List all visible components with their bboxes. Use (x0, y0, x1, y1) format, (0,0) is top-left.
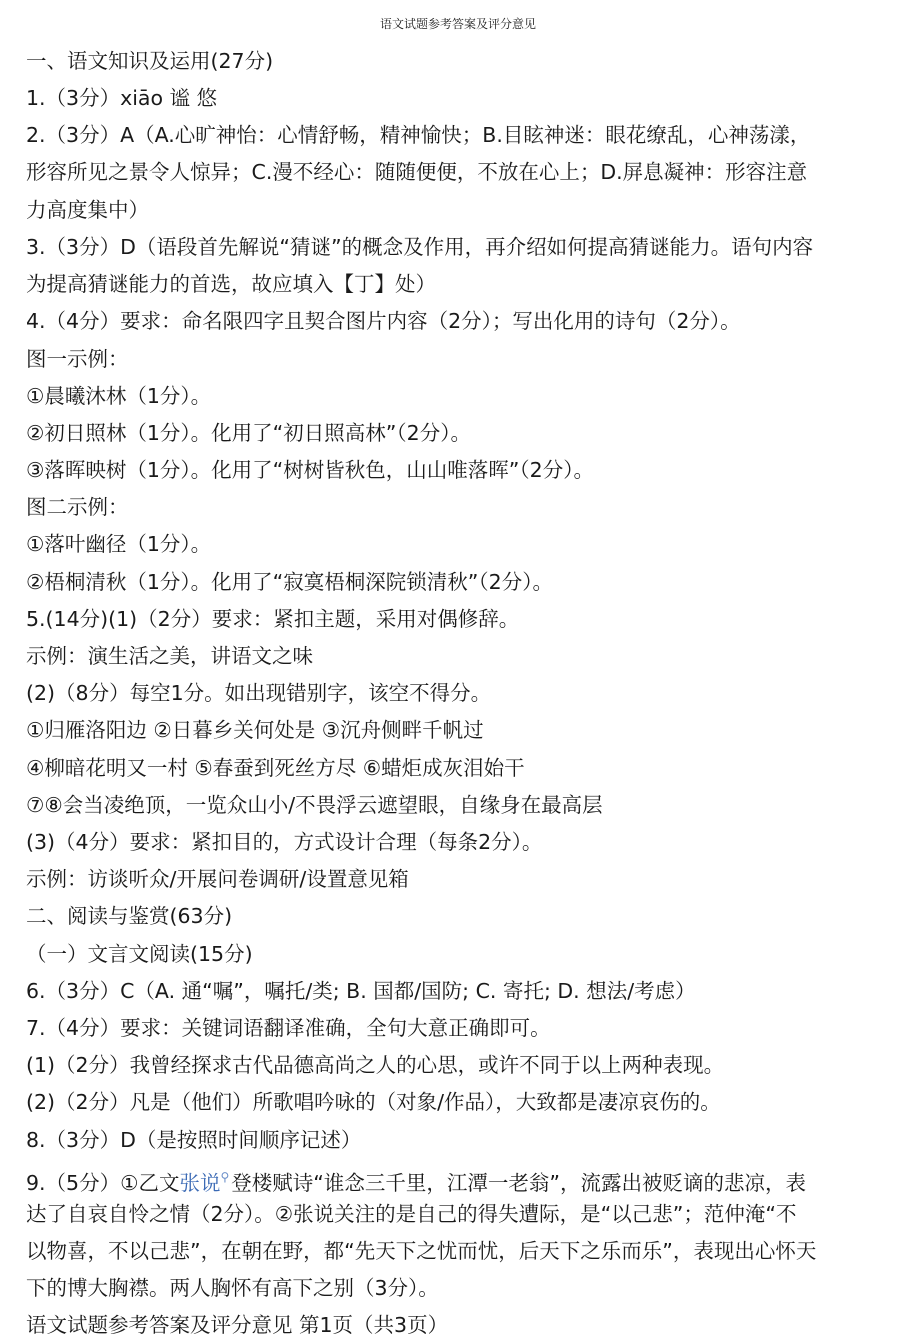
answer-line: 形容所见之景令人惊异；C.漫不经心：随随便便，不放在心上；D.屏息凝神：形容注意 (26, 160, 808, 184)
search-icon[interactable]: ⚲ (220, 1170, 230, 1184)
answer-line: 为提高猜谜能力的首选，故应填入【丁】处） (26, 272, 436, 296)
answer-line-q9 (26, 1163, 806, 1197)
answer-line: 以物喜，不以己悲”，在朝在野，都“先天下之忧而忧，后天下之乐而乐”，表现出心怀天 (26, 1239, 817, 1263)
answer-line: ①晨曦沐林（1分）。 (26, 384, 212, 408)
q9-prefix: 9.（5分）①乙文 (26, 1171, 180, 1195)
answer-line: ①归雁洛阳边 ②日暮乡关何处是 ③沉舟侧畔千帆过 (26, 718, 484, 742)
answer-line: ⑦⑧会当凌绝顶，一览众山小/不畏浮云遮望眼，自缘身在最高层 (26, 793, 603, 817)
subsection-heading: （一）文言文阅读(15分) (26, 942, 253, 966)
answer-line: 6.（3分）C（A. 通“嘱”，嘱托/类; B. 国都/国防; C. 寄托; D. 想法/考虑） (26, 979, 696, 1003)
answer-line: ②梧桐清秋（1分）。化用了“寂寞梧桐深院锁清秋”（2分）。 (26, 570, 553, 594)
section-heading: 一、语文知识及运用(27分) (26, 49, 274, 73)
answer-line: ③落晖映树（1分）。化用了“树树皆秋色，山山唯落晖”（2分）。 (26, 458, 594, 482)
answer-line: ①落叶幽径（1分）。 (26, 532, 212, 556)
q9-suffix: 登楼赋诗“谁念三千里，江潭一老翁”，流露出被贬谪的悲凉，表 (231, 1171, 807, 1195)
document-title: 语文试题参考答案及评分意见 (379, 17, 536, 31)
answer-line: 8.（3分）D（是按照时间顺序记述） (26, 1128, 362, 1152)
answer-line: 示例：访谈听众/开展问卷调研/设置意见箱 (26, 867, 409, 891)
page-footer: 语文试题参考答案及评分意见 第1页（共3页） (26, 1313, 449, 1337)
answer-line: 图一示例： (26, 347, 129, 371)
answer-line: (3)（4分）要求：紧扣目的，方式设计合理（每条2分）。 (26, 830, 543, 854)
answer-line: 图二示例： (26, 495, 129, 519)
answer-line: 2.（3分）A（A.心旷神怡：心情舒畅，精神愉快；B.目眩神迷：眼花缭乱，心神荡漾， (26, 123, 811, 147)
answer-line: 4.（4分）要求：命名限四字且契合图片内容（2分）；写出化用的诗句（2分）。 (26, 309, 741, 333)
answer-line: 3.（3分）D（语段首先解说“猜谜”的概念及作用，再介绍如何提高猜谜能力。语句内容 (26, 235, 814, 259)
answer-line: 7.（4分）要求：关键词语翻译准确，全句大意正确即可。 (26, 1016, 551, 1040)
answer-line: ②初日照林（1分）。化用了“初日照高林”（2分）。 (26, 421, 471, 445)
answer-line: (2)（2分）凡是（他们）所歌唱吟咏的（对象/作品），大致都是凄凉哀伤的。 (26, 1090, 721, 1114)
answer-line: 1.（3分）xiāo 谧 悠 (26, 86, 218, 110)
answer-line: 下的博大胸襟。两人胸怀有高下之别（3分）。 (26, 1276, 439, 1300)
answer-line: 5.(14分)(1)（2分）要求：紧扣主题，采用对偶修辞。 (26, 607, 520, 631)
answer-line: ④柳暗花明又一村 ⑤春蚕到死丝方尽 ⑥蜡炬成灰泪始干 (26, 756, 525, 780)
answer-line: 示例：演生活之美，讲语文之味 (26, 644, 313, 668)
zhang-yue-link[interactable]: 张说 (179, 1171, 221, 1195)
answer-line: (1)（2分）我曾经探求古代品德高尚之人的心思，或许不同于以上两种表现。 (26, 1053, 725, 1077)
answer-line: (2)（8分）每空1分。如出现错别字，该空不得分。 (26, 681, 492, 705)
section-heading: 二、阅读与鉴赏(63分) (26, 904, 233, 928)
answer-line: 达了自哀自怜之情（2分）。②张说关注的是自己的得失遭际，是“以己悲”；范仲淹“不 (26, 1202, 797, 1226)
answer-line: 力高度集中） (26, 198, 149, 222)
